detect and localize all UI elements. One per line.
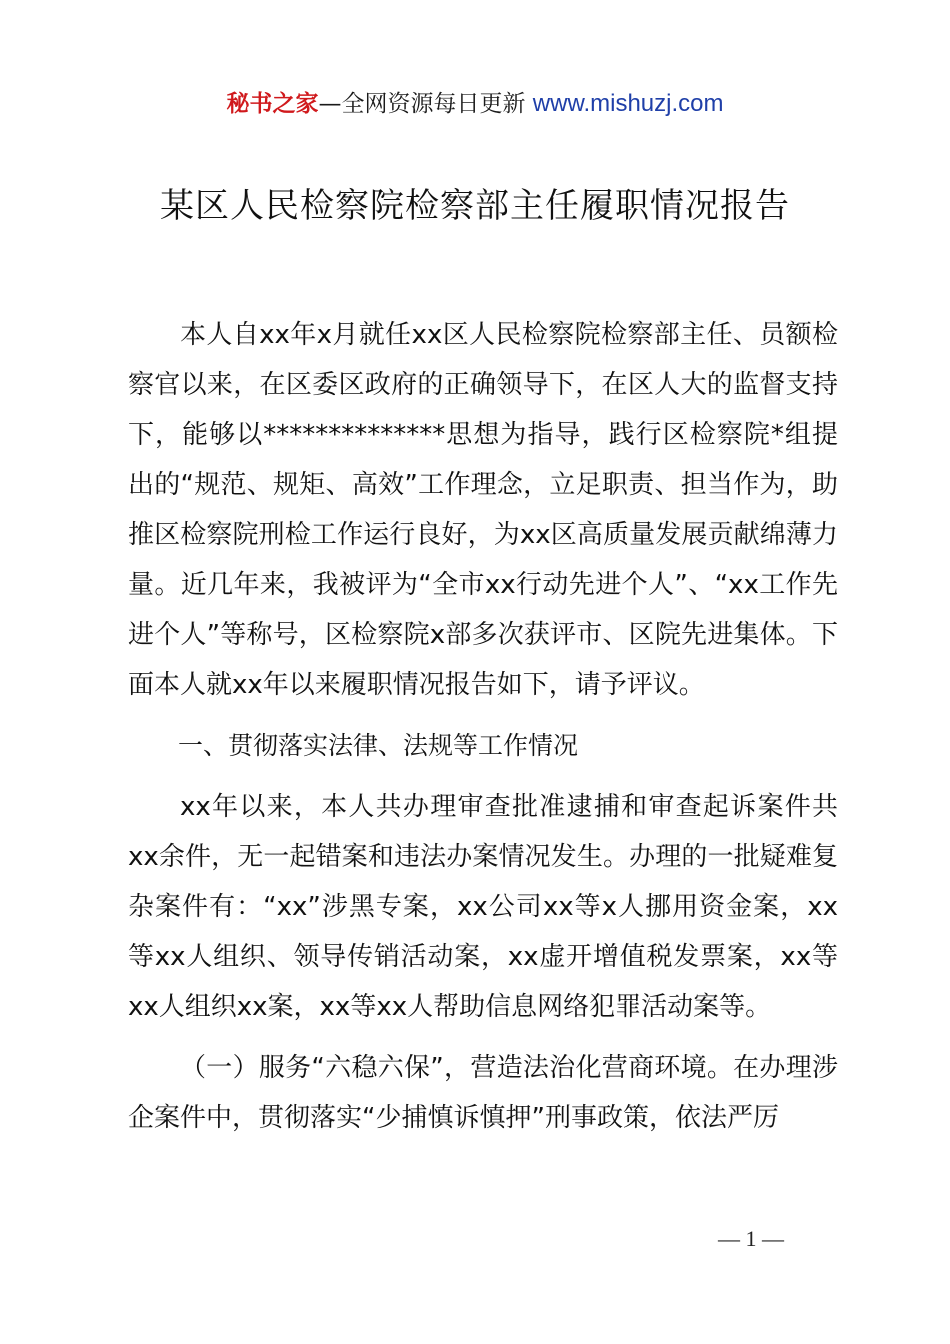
intro-paragraph: 本人自xx年x月就任xx区人民检察院检察部主任、员额检察官以来，在区委区政府的正确领导下，在区人大的监督支持下，能够以**************思想为指导，践行区检察院*组提出的“规范、规矩、高效”工作理念，立足职责、担当作为，助推区检察院刑检工作运行良好，为xx区高质量发展贡献绵薄力量。近几年来，我被评为“全市xx行动先进个人”、“xx工作先进个人”等称号，区检察院x部多次获评市、区院先进集体。下面本人就xx年以来履职情况报告如下，请予评议。	[128, 320, 838, 700]
site-url-link[interactable]: www.mishuzj.com	[532, 90, 724, 117]
site-banner	[0, 86, 950, 122]
page-number: — 1 —	[718, 1226, 784, 1251]
section-heading: 一、贯彻落实法律、法规等工作情况	[178, 731, 579, 760]
site-tagline: —全网资源每日更新	[318, 91, 533, 117]
subsection-paragraph: （一）服务“六稳六保”，营造法治化营商环境。在办理涉企案件中，贯彻落实“少捕慎诉慎押”刑事政策，依法严厉	[128, 1053, 838, 1133]
body-paragraph: xx年以来，本人共办理审查批准逮捕和审查起诉案件共xx余件，无一起错案和违法办案情况发生。办理的一批疑难复杂案件有：“xx”涉黑专案，xx公司xx等x人挪用资金案，xx等xx人组织、领导传销活动案，xx虚开增值税发票案，xx等xx人组织xx案，xx等xx人帮助信息网络犯罪活动案等。	[128, 792, 838, 1022]
site-brand: 秘书之家	[226, 91, 319, 117]
document-title: 某区人民检察院检察部主任履职情况报告	[160, 186, 790, 226]
document-body	[128, 310, 838, 1154]
